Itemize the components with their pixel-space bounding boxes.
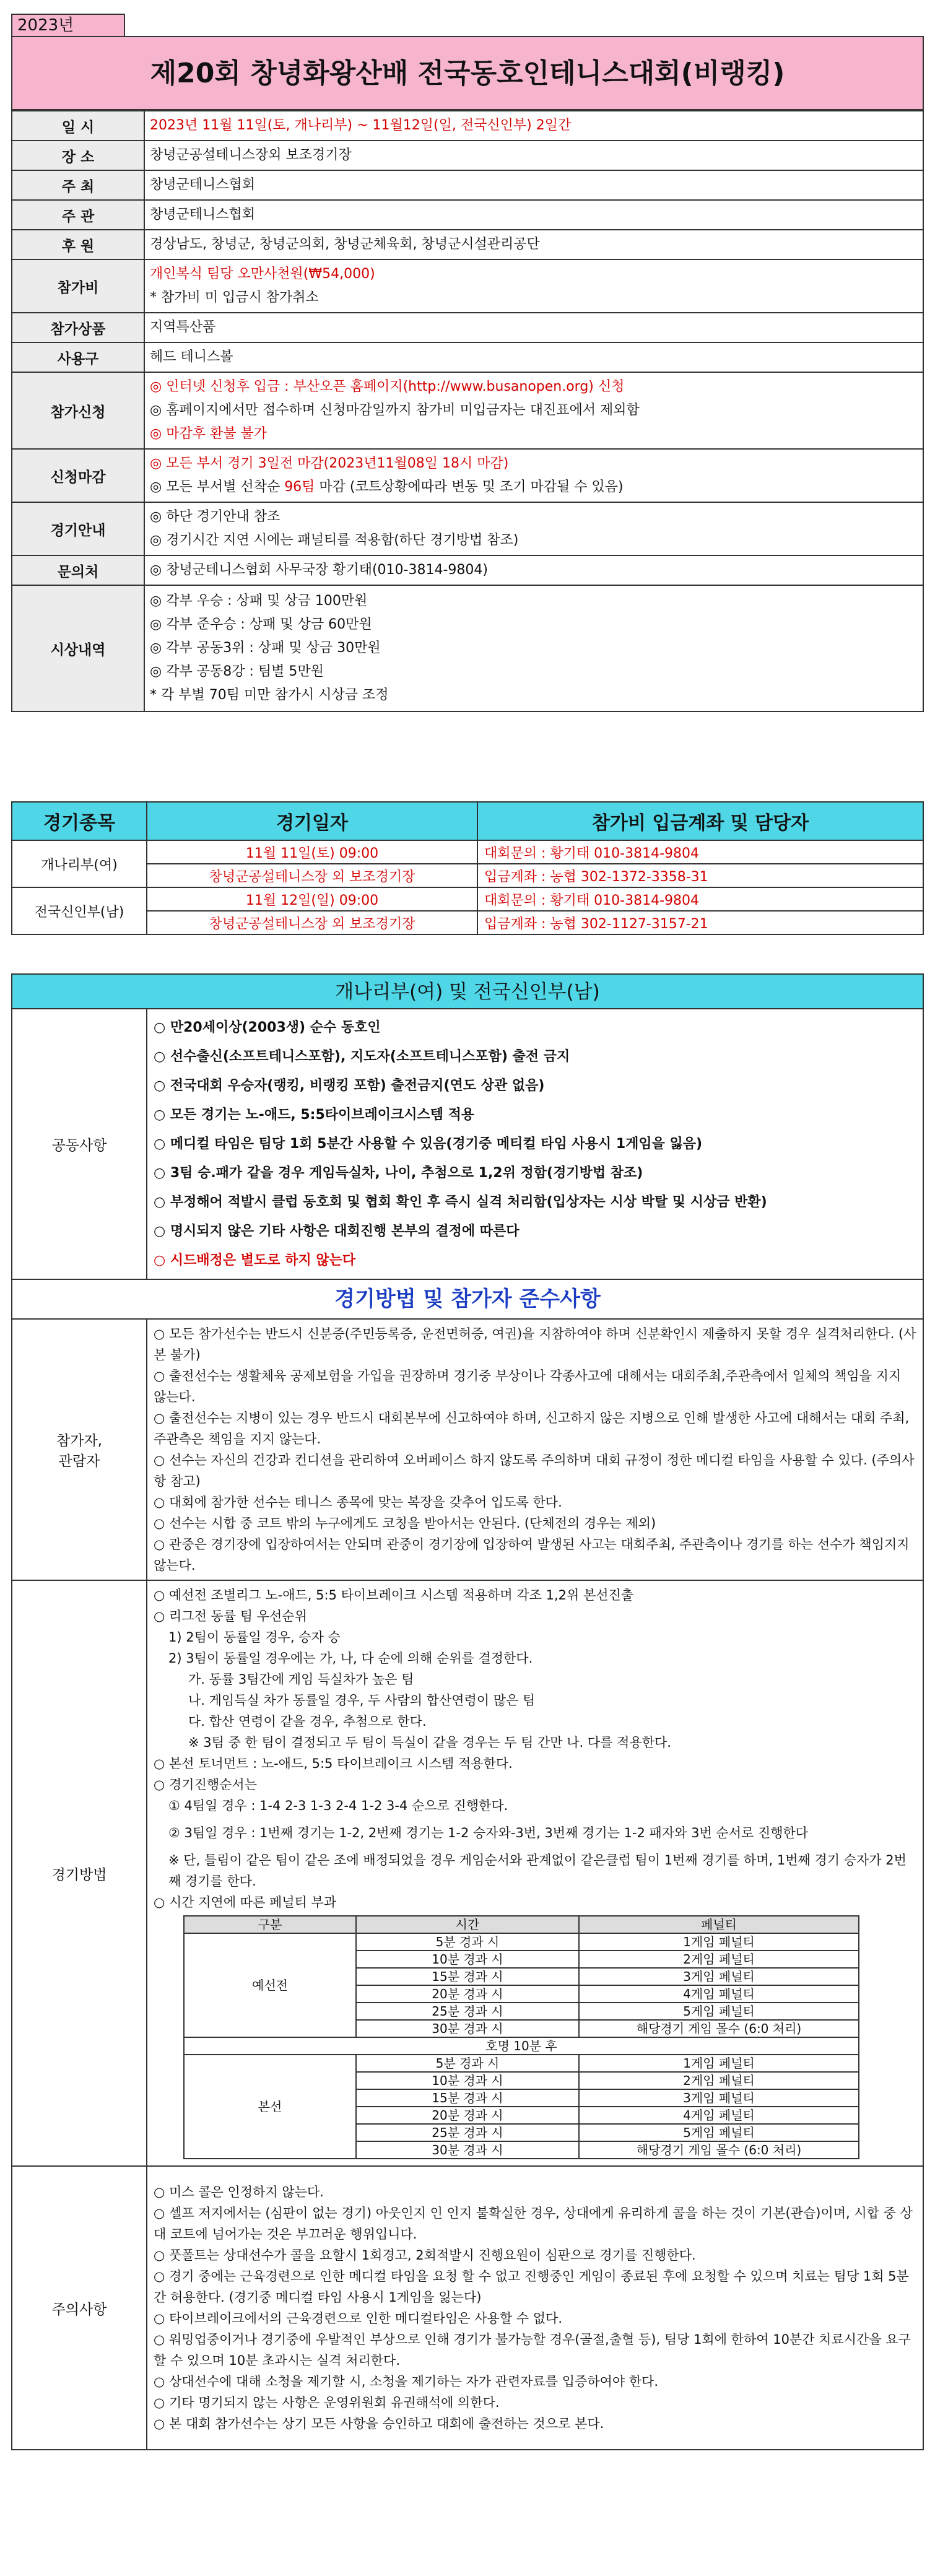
participant-item: ○ 선수는 시합 중 코트 밖의 누구에게도 코칭을 받아서는 안된다. (단체전의 경우는 제외) — [154, 1516, 656, 1531]
caution-item: ○ 미스 콜은 인정하지 않는다. — [154, 2185, 324, 2200]
common-item: ○ 시드배정은 별도로 하지 않는다 — [154, 1253, 356, 1268]
info-label: 장 소 — [12, 141, 144, 170]
info-label: 신청마감 — [12, 449, 144, 502]
info-value — [144, 259, 923, 313]
participant-item: ○ 대회에 참가한 선수는 테니스 종목에 맞는 복장을 갖추어 입도록 한다. — [154, 1495, 562, 1510]
info-value — [144, 342, 923, 372]
info-value — [144, 200, 923, 230]
info-row — [12, 111, 923, 141]
participant-item: ○ 모든 참가선수는 반드시 신분증(주민등록증, 운전면허증, 여권)을 지참하여야 하며 신분확인시 제출하지 못할 경우 실격처리한다. (사본 불가) — [154, 1326, 916, 1362]
penalty-time: 10분 경과 시 — [356, 2072, 579, 2089]
info-row — [12, 342, 923, 372]
penalty-time: 30분 경과 시 — [356, 2020, 579, 2037]
method-label: 경기방법 — [12, 1580, 147, 2166]
penalty-note-row — [184, 2037, 859, 2055]
caution-item: ○ 경기 중에는 근육경련으로 인한 메디컬 타임을 요청 할 수 없고 진행중인 게임이 종료된 후에 요청할 수 있으며 치료는 팀당 1회 5분간 허용한다. (경기중 메디컬 타임 사용시 1게임을 잃는다) — [154, 2269, 909, 2305]
participant-item: ○ 관중은 경기장에 입장하여서는 안되며 관중이 경기장에 입장하여 발생된 사고는 대회주최, 주관측이나 경기를 하는 선수가 책임지지 않는다. — [154, 1537, 910, 1573]
penalty-time: 5분 경과 시 — [356, 2055, 579, 2072]
method-item: ② 3팀일 경우 : 1번째 경기는 1-2, 2번째 경기는 1-2 승자와-3번, 3번째 경기는 1-2 패자와 3번 순서로 진행한다 — [168, 1825, 809, 1840]
info-label: 일 시 — [12, 111, 144, 141]
penalty-time: 30분 경과 시 — [356, 2141, 579, 2159]
info-line: 창녕군공설테니스장외 보조경기장 — [150, 147, 352, 163]
caution-item: ○ 타이브레이크에서의 근육경련으로 인한 메디컬타임은 사용할 수 없다. — [154, 2311, 563, 2326]
participant-item: ○ 출전선수는 지병이 있는 경우 반드시 대회본부에 신고하여야 하며, 신고하지 않은 지병으로 인해 발생한 사고에 대해서는 대회 주최,주관측은 책임을 지지 않는다. — [154, 1411, 910, 1447]
info-value — [144, 372, 923, 449]
info-line: * 참가비 미 입금시 참가취소 — [150, 290, 319, 305]
info-line: * 각 부별 70팀 미만 참가시 시상금 조정 — [150, 687, 389, 703]
info-value — [144, 313, 923, 342]
info-line: ◎ 홈페이지에서만 접수하며 신청마감일까지 참가비 미입금자는 대진표에서 제외함 — [150, 402, 640, 418]
penalty-value: 3게임 페널티 — [579, 1968, 859, 1985]
penalty-time: 25분 경과 시 — [356, 2124, 579, 2141]
info-value — [144, 502, 923, 555]
info-line: ◎ 인터넷 신청후 입금 : 부산오픈 홈페이지(http://www.busanopen.org) 신청 — [150, 379, 625, 394]
info-row — [12, 259, 923, 313]
info-row — [12, 372, 923, 449]
penalty-value: 5게임 페널티 — [579, 2124, 859, 2141]
penalty-row — [184, 1933, 859, 1951]
info-label: 후 원 — [12, 230, 144, 259]
info-value — [144, 555, 923, 585]
penalty-group-label: 본선 — [184, 2055, 356, 2159]
penalty-header: 구분 — [184, 1916, 356, 1933]
penalty-time: 20분 경과 시 — [356, 1985, 579, 2003]
info-line: ◎ 창녕군테니스협회 사무국장 황기태(010-3814-9804) — [150, 562, 488, 578]
info-label: 참가상품 — [12, 313, 144, 342]
common-item: ○ 전국대회 우승자(랭킹, 비랭킹 포함) 출전금지(연도 상관 없음) — [154, 1078, 545, 1094]
common-item: ○ 3팀 승.패가 같을 경우 게임득실차, 나이, 추첨으로 1,2위 정함(경기방법 참조) — [154, 1165, 643, 1181]
method-item: 가. 동률 3팀간에 게임 득실차가 높은 팀 — [188, 1672, 414, 1687]
info-label: 시상내역 — [12, 585, 144, 711]
method-item: ○ 경기진행순서는 — [154, 1777, 258, 1792]
common-items — [147, 1009, 923, 1279]
info-value — [144, 585, 923, 711]
method-item: ○ 예선전 조별리그 노-애드, 5:5 타이브레이크 시스템 적용하며 각조 1,2위 본선진출 — [154, 1588, 634, 1603]
penalty-header: 페널티 — [579, 1916, 859, 1933]
info-row — [12, 170, 923, 200]
method-item: ※ 단, 틀림이 같은 팀이 같은 조에 배정되었을 경우 게임순서와 관계없이 같은클럽 팀이 1번째 경기를 하며, 1번째 경기 승자가 2번째 경기를 한다. — [168, 1853, 907, 1889]
info-line: ◎ 각부 공동3위 : 상패 및 상금 30만원 — [150, 640, 381, 656]
penalty-time: 5분 경과 시 — [356, 1933, 579, 1951]
schedule-header-date: 경기일자 — [147, 802, 477, 840]
info-line: ◎ 각부 준우승 : 상패 및 상금 60만원 — [150, 617, 372, 632]
info-label: 주 관 — [12, 200, 144, 230]
schedule-header-category: 경기종목 — [12, 802, 147, 840]
schedule-contact: 대회문의 : 황기태 010-3814-9804 — [477, 840, 923, 864]
info-line: ◎ 각부 공동8강 : 팀별 5만원 — [150, 664, 324, 679]
info-label: 참가비 — [12, 259, 144, 313]
participant-rules — [147, 1320, 923, 1580]
common-label: 공동사항 — [12, 1009, 147, 1279]
info-line: 창녕군테니스협회 — [150, 207, 256, 222]
method-heading: 경기방법 및 참가자 준수사항 — [11, 1280, 924, 1320]
schedule-account: 입금계좌 : 농협 302-1127-3157-21 — [477, 911, 923, 934]
participant-item: ○ 선수는 자신의 건강과 컨디션을 관리하여 오버페이스 하지 않도록 주의하며 대회 규정이 정한 메디컬 타임을 사용할 수 있다. (주의사항 참고) — [154, 1453, 915, 1489]
penalty-value: 5게임 페널티 — [579, 2003, 859, 2020]
info-line: 경상남도, 창녕군, 창녕군의회, 창녕군체육회, 창녕군시설관리공단 — [150, 237, 540, 252]
info-row — [12, 585, 923, 711]
method-item: ① 4팀일 경우 : 1-4 2-3 1-3 2-4 1-2 3-4 순으로 진행한다. — [168, 1798, 508, 1813]
common-item: ○ 선수출신(소프트테니스포함), 지도자(소프트테니스포함) 출전 금지 — [154, 1049, 570, 1064]
info-label: 참가신청 — [12, 372, 144, 449]
common-item: ○ 만20세이상(2003생) 순수 동호인 — [154, 1020, 381, 1035]
common-item: ○ 명시되지 않은 기타 사항은 대회진행 본부의 결정에 따른다 — [154, 1224, 520, 1239]
method-table — [11, 1320, 924, 2450]
caution-item: ○ 워밍업중이거나 경기중에 우발적인 부상으로 인해 경기가 불가능할 경우(골절,출혈 등), 팀당 1회에 한하여 10분간 치료시간을 요구할 수 있으며 10분 초과시는 실격 처리한다. — [154, 2332, 911, 2368]
penalty-value: 2게임 페널티 — [579, 1951, 859, 1968]
info-value — [144, 230, 923, 259]
info-line: 창녕군테니스협회 — [150, 177, 256, 193]
penalty-value: 해당경기 게임 몰수 (6:0 처리) — [579, 2020, 859, 2037]
caution-item: ○ 상대선수에 대해 소청을 제기할 시, 소청을 제기하는 자가 관련자료를 입증하여야 한다. — [154, 2374, 659, 2389]
info-value — [144, 141, 923, 170]
info-line: ◎ 하단 경기안내 참조 — [150, 509, 280, 524]
info-table — [11, 110, 924, 712]
method-item: 2) 3팀이 동률일 경우에는 가, 나, 다 순에 의해 순위를 결정한다. — [168, 1651, 533, 1666]
schedule-header-account: 참가비 입금계좌 및 담당자 — [477, 802, 923, 840]
penalty-value: 3게임 페널티 — [579, 2089, 859, 2107]
info-value — [144, 449, 923, 502]
penalty-time: 10분 경과 시 — [356, 1951, 579, 1968]
penalty-time: 15분 경과 시 — [356, 2089, 579, 2107]
penalty-table — [183, 1915, 859, 2159]
method-item: ○ 리그전 동률 팀 우선순위 — [154, 1609, 307, 1624]
schedule-category: 개나리부(여) — [12, 840, 147, 887]
penalty-group-label: 예선전 — [184, 1933, 356, 2037]
info-line: 헤드 테니스볼 — [150, 349, 233, 365]
schedule-account: 입금계좌 : 농협 302-1372-3358-31 — [477, 864, 923, 887]
penalty-time: 20분 경과 시 — [356, 2107, 579, 2124]
info-value — [144, 170, 923, 200]
info-row — [12, 313, 923, 342]
penalty-value: 4게임 페널티 — [579, 1985, 859, 2003]
common-item: ○ 부정해어 적발시 클럽 동호회 및 협회 확인 후 즉시 실격 처리함(입상자는 시상 박탈 및 시상금 반환) — [154, 1194, 767, 1210]
info-line: ◎ 각부 우승 : 상패 및 상금 100만원 — [150, 593, 368, 609]
schedule-date: 11월 12일(일) 09:00 — [147, 887, 477, 911]
penalty-value: 4게임 페널티 — [579, 2107, 859, 2124]
caution-item: ○ 셀프 저지에서는 (심판이 없는 경기) 아웃인지 인 인지 불확실한 경우, 상대에게 유리하게 콜을 하는 것이 기본(관습)이며, 시합 중 상대 코트에 넘어가는 것은 부끄러운 행위입니다. — [154, 2206, 913, 2242]
section-heading: 개나리부(여) 및 전국신인부(남) — [11, 973, 924, 1009]
info-label: 문의처 — [12, 555, 144, 585]
info-row — [12, 141, 923, 170]
participant-item: ○ 출전선수는 생활체육 공제보험을 가입을 권장하며 경기중 부상이나 각종사고에 대해서는 대회주최,주관측에서 일체의 책임을 지지 않는다. — [154, 1368, 902, 1404]
info-row — [12, 502, 923, 555]
common-rules-table — [11, 1009, 924, 1280]
info-line: ◎ 마감후 환불 불가 — [150, 426, 267, 442]
method-rules — [147, 1580, 923, 2166]
schedule-category: 전국신인부(남) — [12, 887, 147, 934]
info-line: 2023년 11월 11일(토, 개나리부) ~ 11월12일(일, 전국신인부) 2일간 — [150, 118, 572, 133]
participant-label: 참가자, 관람자 — [12, 1320, 147, 1580]
info-label: 주 최 — [12, 170, 144, 200]
caution-label: 주의사항 — [12, 2166, 147, 2450]
caution-item: ○ 풋폴트는 상대선수가 콜을 요할시 1회경고, 2회적발시 진행요원이 심판으로 경기를 진행한다. — [154, 2248, 696, 2263]
info-line: 지역특산품 — [150, 320, 216, 335]
method-item: 나. 게임득실 차가 동률일 경우, 두 사람의 합산연령이 많은 팀 — [188, 1693, 536, 1708]
method-item: ※ 3팀 중 한 팀이 결정되고 두 팀이 득실이 같을 경우는 두 팀 간만 나. 다를 적용한다. — [188, 1735, 671, 1750]
penalty-time: 25분 경과 시 — [356, 2003, 579, 2020]
caution-item: ○ 기타 명기되지 않는 사항은 운영위원회 유권해석에 의한다. — [154, 2395, 500, 2410]
info-line: ◎ 경기시간 지연 시에는 패널티를 적용함(하단 경기방법 참조) — [150, 533, 519, 548]
caution-rules — [147, 2166, 923, 2450]
common-item: ○ 메디컬 타임은 팀당 1회 5분간 사용할 수 있음(경기중 메티컬 타임 사용시 1게임을 잃음) — [154, 1136, 703, 1152]
method-item: 1) 2팀이 동률일 경우, 승자 승 — [168, 1630, 341, 1645]
year-tag: 2023년 — [11, 14, 125, 37]
penalty-header: 시간 — [356, 1916, 579, 1933]
info-value — [144, 111, 923, 141]
schedule-contact: 대회문의 : 황기태 010-3814-9804 — [477, 887, 923, 911]
info-row — [12, 200, 923, 230]
penalty-value: 2게임 페널티 — [579, 2072, 859, 2089]
rules-section — [11, 973, 924, 2450]
caution-item: ○ 본 대회 참가선수는 상기 모든 사항을 승인하고 대회에 출전하는 것으로 본다. — [154, 2416, 604, 2431]
highlight-count: 96팀 — [284, 479, 315, 495]
info-row — [12, 449, 923, 502]
penalty-value: 1게임 페널티 — [579, 1933, 859, 1951]
penalty-value: 해당경기 게임 몰수 (6:0 처리) — [579, 2141, 859, 2159]
method-item: ○ 시간 지연에 따른 페널티 부과 — [154, 1895, 337, 1910]
page-title: 제20회 창녕화왕산배 전국동호인테니스대회(비랭킹) — [11, 36, 924, 110]
info-row — [12, 555, 923, 585]
common-item: ○ 모든 경기는 노-애드, 5:5타이브레이크시스템 적용 — [154, 1107, 475, 1123]
info-line: ◎ 모든 부서 경기 3일전 마감(2023년11월08일 18시 마감) — [150, 456, 509, 471]
method-item: 다. 합산 연령이 같을 경우, 추첨으로 한다. — [188, 1714, 427, 1729]
info-line: ◎ 모든 부서별 선착순 96팀 마감 (코트상황에따라 변동 및 조기 마감될 수 있음) — [150, 479, 624, 495]
schedule-table — [11, 801, 924, 935]
method-item: ○ 본선 토너먼트 : 노-애드, 5:5 타이브레이크 시스템 적용한다. — [154, 1756, 513, 1771]
penalty-row — [184, 2055, 859, 2072]
info-label: 사용구 — [12, 342, 144, 372]
info-line: 개인복식 팀당 오만사천원(₩54,000) — [150, 266, 375, 282]
info-label: 경기안내 — [12, 502, 144, 555]
penalty-time: 15분 경과 시 — [356, 1968, 579, 1985]
penalty-call-note: 호명 10분 후 — [184, 2037, 859, 2055]
info-row — [12, 230, 923, 259]
penalty-value: 1게임 페널티 — [579, 2055, 859, 2072]
schedule-venue: 창녕군공설테니스장 외 보조경기장 — [147, 911, 477, 934]
schedule-venue: 창녕군공설테니스장 외 보조경기장 — [147, 864, 477, 887]
schedule-date: 11월 11일(토) 09:00 — [147, 840, 477, 864]
